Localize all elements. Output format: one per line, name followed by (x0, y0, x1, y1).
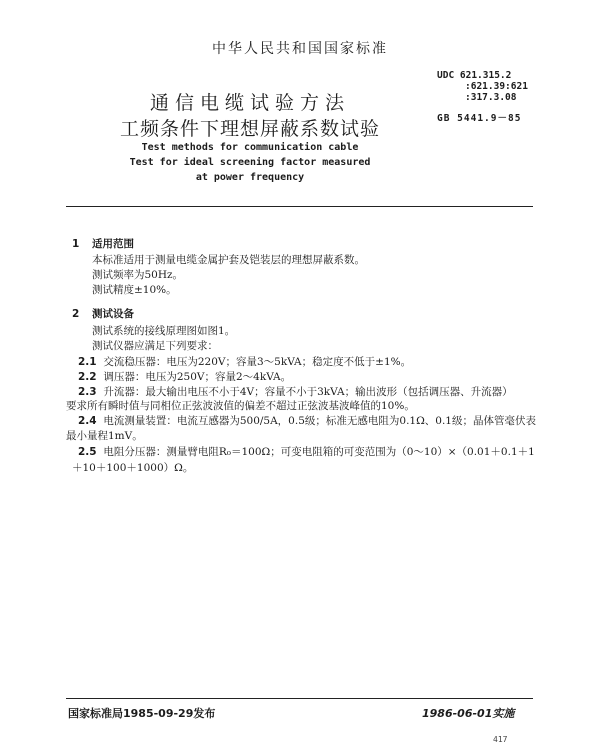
section-number: 1 (72, 238, 80, 250)
page-number: 417 (493, 735, 508, 744)
paragraph: 测试系统的接线原理图如图1。 (92, 325, 236, 337)
title-en-line: Test methods for communication cable (141, 142, 359, 153)
clause-number: 2.3 (78, 386, 97, 398)
section-title: 适用范围 (92, 238, 134, 250)
clause-continuation: ＋10＋100＋1000）Ω。 (72, 462, 194, 474)
clause-number: 2.1 (78, 356, 97, 368)
paragraph: 测试仪器应满足下列要求： (92, 340, 218, 352)
clause (78, 354, 411, 369)
clause-text: 交流稳压器：电压为220V；容量3～5kVA；稳定度不低于±1%。 (103, 356, 412, 368)
standard-number: GB 5441.9－85 (437, 113, 522, 124)
clause-number: 2.5 (78, 446, 97, 458)
footer-divider (66, 698, 533, 699)
paragraph: 本标准适用于测量电缆金属护套及铠装层的理想屏蔽系数。 (92, 254, 365, 266)
title-cn-sub: 工频条件下理想屏蔽系数试验 (119, 118, 380, 140)
clause-continuation: 要求所有瞬时值与同相位正弦波波值的偏差不超过正弦波基波峰值的10%。 (66, 400, 415, 412)
title-en-line: at power frequency (195, 172, 305, 183)
title-en-line: Test for ideal screening factor measured (129, 157, 371, 168)
clause-text: 电流测量装置：电流互感器为500/5A，0.5级；标准无感电阻为0.1Ω、0.1级；晶体管毫伏表 (103, 415, 536, 427)
title-cn-main: 通信电缆试验方法 (149, 92, 350, 114)
clause-number: 2.4 (78, 415, 97, 427)
document-header: 中华人民共和国国家标准 (212, 41, 388, 57)
paragraph: 测试频率为50Hz。 (92, 269, 184, 281)
section-title: 测试设备 (92, 308, 134, 320)
udc-line: :317.3.08 (465, 92, 517, 103)
clause (78, 413, 536, 428)
clause (78, 444, 535, 459)
udc-line: UDC 621.315.2 (437, 70, 512, 81)
issue-date: 国家标准局1985-09-29发布 (68, 707, 216, 720)
section-number: 2 (72, 308, 80, 320)
section-heading (72, 306, 134, 321)
effective-date: 1986-06-01实施 (422, 707, 515, 720)
udc-line: :621.39:621 (465, 81, 528, 92)
clause (78, 384, 513, 399)
paragraph: 测试精度±10%。 (92, 284, 177, 296)
clause-number: 2.2 (78, 371, 97, 383)
clause (78, 369, 291, 384)
clause-continuation: 最小量程1mV。 (66, 430, 143, 442)
header-divider (66, 206, 533, 207)
clause-text: 调压器：电压为250V；容量2～4kVA。 (103, 371, 292, 383)
section-heading (72, 236, 134, 251)
clause-text: 电阻分压器：测量臂电阻R₀＝100Ω；可变电阻箱的可变范围为（0～10）×（0.01＋0.1＋1 (103, 446, 535, 458)
clause-text: 升流器：最大输出电压不小于4V；容量不小于3kVA；输出波形（包括调压器、升流器） (103, 386, 513, 398)
